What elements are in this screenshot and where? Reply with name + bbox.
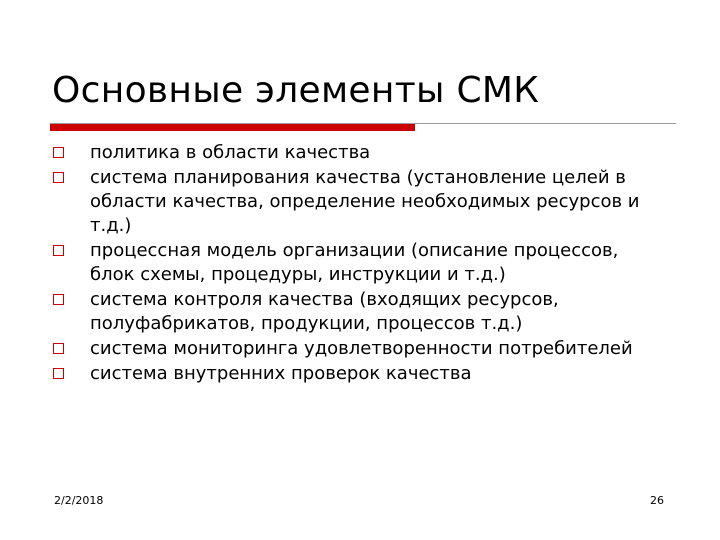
bullet-text: система мониторинга удовлетворенности потребителей: [90, 338, 633, 359]
footer-page-number: 26: [650, 494, 664, 507]
square-bullet-icon: [53, 368, 64, 379]
bullet-item: [50, 166, 660, 238]
square-bullet-icon: [53, 294, 64, 305]
title-accent-bar: [50, 124, 415, 131]
bullet-text: система планирования качества (установление целей в области качества, определение необходимых ресурсов и т.д.): [90, 167, 640, 236]
square-bullet-icon: [53, 343, 64, 354]
footer-date: 2/2/2018: [54, 494, 104, 507]
square-bullet-icon: [53, 147, 64, 158]
bullet-text: политика в области качества: [90, 142, 371, 163]
bullet-text: система контроля качества (входящих ресурсов, полуфабрикатов, продукции, процессов т.д.): [90, 289, 559, 334]
bullet-text: система внутренних проверок качества: [90, 363, 472, 384]
bullet-item: [50, 362, 660, 386]
bullet-text: процессная модель организации (описание процессов, блок схемы, процедуры, инструкции и т.д.): [90, 240, 619, 285]
bullet-item: [50, 239, 660, 287]
bullet-item: [50, 288, 660, 336]
bullet-item: [50, 337, 660, 361]
bullet-list: [50, 141, 660, 387]
square-bullet-icon: [53, 172, 64, 183]
bullet-item: [50, 141, 660, 165]
square-bullet-icon: [53, 245, 64, 256]
slide-title: Основные элементы СМК: [52, 70, 540, 111]
